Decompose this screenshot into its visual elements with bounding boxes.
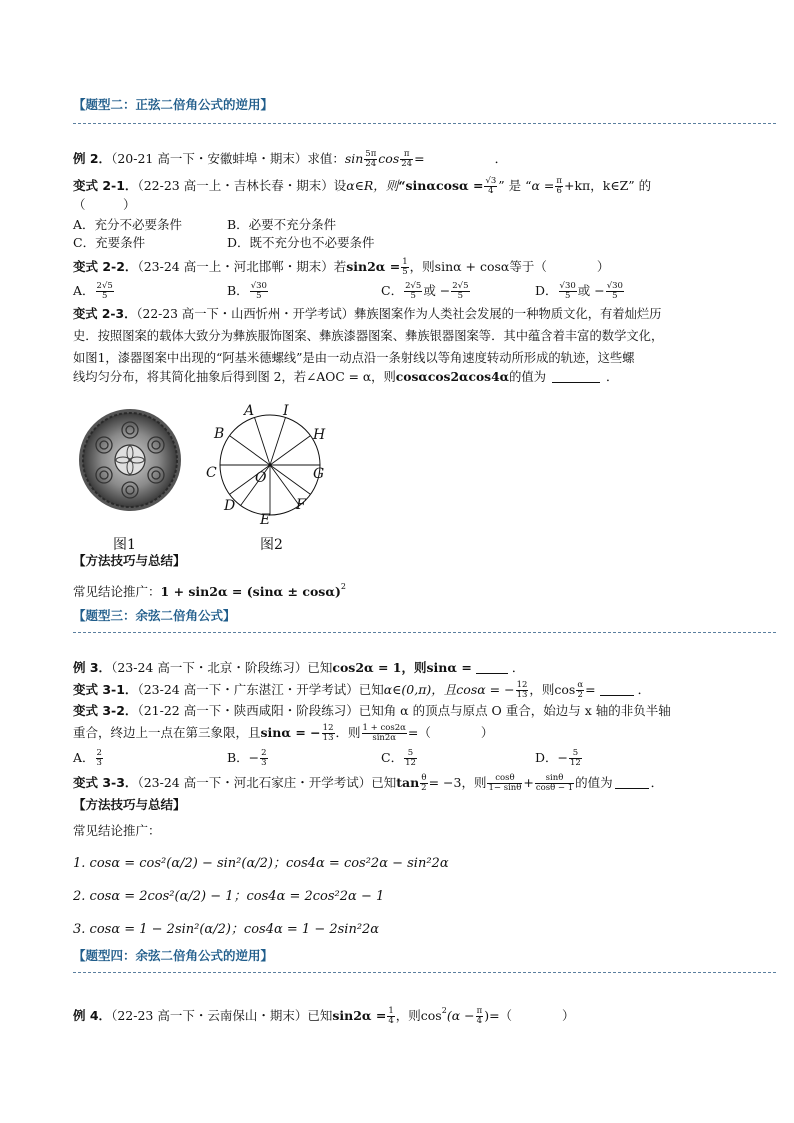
label-o: O bbox=[255, 470, 267, 486]
label-g: G bbox=[313, 466, 325, 482]
option-a[interactable]: A． $\frac{2}{3}$ bbox=[73, 748, 102, 768]
option-a[interactable]: A．充分不必要条件 bbox=[73, 217, 183, 232]
variant-3-2-line1: 变式 3-2．（21-22 高一下・陕西咸阳・阶段练习）已知角 α 的顶点与原点 O 重合，始边与 x 轴的非负半轴 bbox=[73, 703, 671, 718]
option-d[interactable]: D．既不充分也不必要条件 bbox=[227, 235, 375, 250]
variant-2-3-line1: 变式 2-3．（22-23 高一下・山西忻州・开学考试）彝族图案作为人类社会发展的一种物质文化，有着灿烂历 bbox=[73, 307, 662, 321]
variant-2-1: 变式 2-1．（22-23 高一上・吉林长春・期末）设α∈R，则“sinαcosα = $\frac{√3}{4}$ ” 是 “α = $\frac{\pi}{6}$ +kπ，k∈Z” 的 bbox=[73, 176, 652, 196]
variant-2-3-line4: 线均匀分布，将其简化抽象后得到图 2，若∠AOC = α，则cosαcos2αcos4α的值为 ． bbox=[73, 369, 619, 384]
variant-2-1-paren: （ ） bbox=[73, 197, 136, 212]
label-i: I bbox=[283, 403, 289, 419]
figure-1-caption: 图1 bbox=[113, 537, 136, 553]
option-c[interactable]: C．充要条件 bbox=[73, 235, 146, 250]
option-c[interactable]: C． $\frac{2√5}{5}$ 或 − $\frac{2√5}{5}$ bbox=[381, 281, 469, 301]
formula-2: 2. cosα = 2cos²(α/2) − 1；cos4α = 2cos²2α − 1 bbox=[73, 889, 385, 904]
variant-2-2: 变式 2-2．（23-24 高一上・河北邯郸・期末）若sin2α = $\frac{1}{5}$ ，则sinα + cosα等于（ ） bbox=[73, 257, 610, 277]
option-a[interactable]: A． $\frac{2√5}{5}$ bbox=[73, 281, 113, 301]
variant-3-2-line2: 重合，终边上一点在第三象限，且sinα = − $\frac{12}{13}$ ．则 $\frac{1 + \cos 2\alpha}{\sin 2\alpha}$ =（ ） bbox=[73, 723, 494, 743]
method-title: 【方法技巧与总结】 bbox=[73, 797, 186, 812]
lacquer-plate-image bbox=[78, 408, 182, 512]
formula-1: 1. cosα = cos²(α/2) − sin²(α/2)；cos4α = cos²2α − sin²2α bbox=[73, 856, 449, 871]
variant-3-1: 变式 3-1．（23-24 高一下・广东湛江・开学考试）已知α∈(0,π)，且cosα = − $\frac{12}{13}$ ，则cos $\frac{\alpha}{2}$ = ． bbox=[73, 680, 651, 700]
option-b[interactable]: B． $\frac{√30}{5}$ bbox=[227, 281, 267, 301]
variant-2-3-line2: 史．按照图案的载体大致分为彝族服饰图案、彝族漆器图案、彝族银器图案等．其中蕴含着丰富的数学文化， bbox=[73, 329, 664, 343]
variant-3-3: 变式 3-3．（23-24 高一下・河北石家庄・开学考试）已知tan $\frac{\theta}{2}$ = −3，则 $\frac{\cos\theta}{1- \sin\theta}$ + $\frac{\sin\theta}{\cos\theta - 1}$ 的值为 ． bbox=[73, 773, 664, 793]
example-2: 例 2．（20-21 高一下・安徽蚌埠・期末）求值：sin $\frac{5\pi}{24}$ cos $\frac{\pi}{24}$ = ． bbox=[73, 149, 508, 169]
option-b[interactable]: B．必要不充分条件 bbox=[227, 217, 337, 232]
example-3: 例 3．（23-24 高一下・北京・阶段练习）已知cos2α = 1，则sinα = ． bbox=[73, 660, 525, 675]
section-title-4: 【题型四：余弦二倍角公式的逆用】 bbox=[73, 948, 274, 963]
figure-2-caption: 图2 bbox=[260, 537, 283, 553]
label-a: A bbox=[244, 403, 255, 419]
circle-diagram bbox=[200, 400, 340, 530]
label-e: E bbox=[260, 512, 271, 528]
section-title-2: 【题型二：正弦二倍角公式的逆用】 bbox=[73, 97, 274, 112]
label-c: C bbox=[206, 465, 217, 481]
option-d[interactable]: D．− $\frac{5}{12}$ bbox=[535, 748, 581, 768]
generalize-label: 常见结论推广： bbox=[73, 823, 161, 838]
divider bbox=[73, 123, 776, 124]
divider bbox=[73, 632, 776, 633]
option-d[interactable]: D． $\frac{√30}{5}$ 或 − $\frac{√30}{5}$ bbox=[535, 281, 623, 301]
divider bbox=[73, 972, 776, 973]
label-h: H bbox=[313, 427, 326, 443]
formula-3: 3. cosα = 1 − 2sin²(α/2)；cos4α = 1 − 2sin²2α bbox=[73, 922, 380, 937]
label-b: B bbox=[214, 426, 225, 442]
section-title-3: 【题型三：余弦二倍角公式】 bbox=[73, 608, 236, 623]
option-b[interactable]: B．− $\frac{2}{3}$ bbox=[227, 748, 267, 768]
generalize-line: 常见结论推广：$1 + \sin 2\alpha = (\sin\alpha \pm \cos\alpha)^2$ bbox=[73, 582, 346, 599]
label-d: D bbox=[224, 498, 236, 514]
example-4: 例 4．（22-23 高一下・云南保山・期末）已知sin2α = $\frac{1}{4}$ ，则$\cos^2(\alpha$ − $\frac{\pi}{4}$ )=（ ） bbox=[73, 1006, 575, 1026]
option-c[interactable]: C． $\frac{5}{12}$ bbox=[381, 748, 416, 768]
method-title: 【方法技巧与总结】 bbox=[73, 553, 186, 568]
label-f: F bbox=[296, 497, 306, 513]
variant-2-3-line3: 如图1，漆器图案中出现的“阿基米德螺线”是由一动点沿一条射线以等角速度转动所形成的轨迹，这些螺 bbox=[73, 351, 635, 365]
